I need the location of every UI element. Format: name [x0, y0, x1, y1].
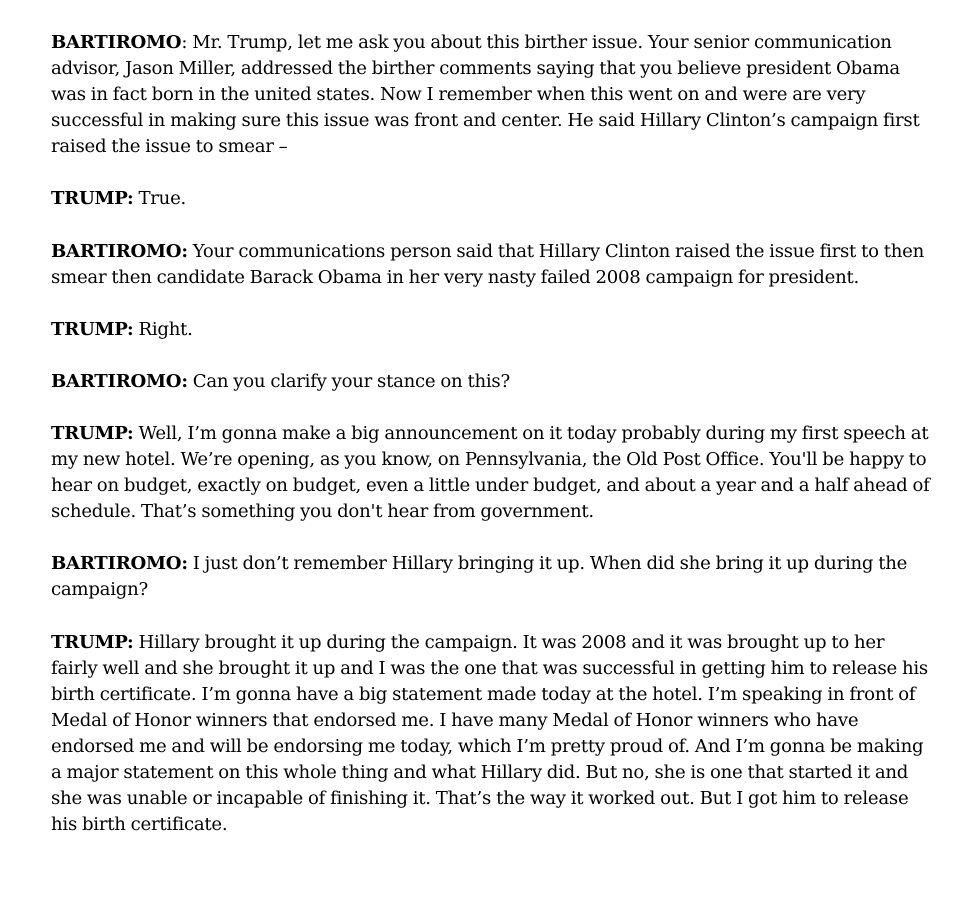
speaker-name: BARTIROMO:	[51, 370, 188, 392]
transcript-paragraph-bartiromo-1	[51, 30, 931, 160]
transcript-paragraph-bartiromo-4	[51, 551, 931, 603]
speaker-name: BARTIROMO:	[51, 553, 188, 575]
speaker-name: TRUMP:	[51, 422, 134, 444]
transcript-paragraph-trump-1	[51, 186, 931, 212]
transcript-document	[51, 30, 931, 864]
speech-text: Right.	[138, 318, 193, 340]
speaker-name: TRUMP:	[51, 188, 134, 210]
speaker-name: BARTIROMO	[51, 32, 182, 53]
transcript-paragraph-bartiromo-2	[51, 239, 931, 291]
speech-text: Can you clarify your stance on this?	[192, 370, 510, 392]
speech-text: Mr. Trump, let me ask you about this birther issue. Your senior communication advisor, Jason Miller, addressed the birther comments saying that you believe president Obama was in fact born in the united states. Now I remember when this went on and were are very successful in making sure this issue was front and center. He said Hillary Clinton’s campaign first raised the issue to smear –	[51, 32, 920, 158]
speech-text: True.	[138, 188, 187, 210]
speech-text: Hillary brought it up during the campaign. It was 2008 and it was brought up to her fairly well and she brought it up and I was the one that was successful in getting him to release his birth certificate. I’m gonna have a big statement made today at the hotel. I’m speaking in front of Medal of Honor winners that endorsed me. I have many Medal of Honor winners who have endorsed me and will be endorsing me today, which I’m pretty proud of. And I’m gonna be making a major statement on this whole thing and what Hillary did. But no, she is one that started it and she was unable or incapable of finishing it. That’s the way it worked out. But I got him to release his birth certificate.	[51, 631, 928, 836]
transcript-paragraph-trump-4	[51, 630, 931, 839]
speech-text: Your communications person said that Hillary Clinton raised the issue first to then smear then candidate Barack Obama in her very nasty failed 2008 campaign for president.	[51, 240, 925, 288]
speech-text: Well, I’m gonna make a big announcement on it today probably during my first speech at my new hotel. We’re opening, as you know, on Pennsylvania, the Old Post Office. You'll be happy to hear on budget, exactly on budget, even a little under budget, and about a year and a half ahead of schedule. That’s something you don't hear from government.	[51, 422, 930, 523]
transcript-paragraph-trump-2	[51, 317, 931, 343]
speaker-separator: :	[181, 32, 193, 53]
speech-text: I just don’t remember Hillary bringing it up. When did she bring it up during the campaign?	[51, 553, 908, 601]
speaker-name: TRUMP:	[51, 318, 134, 340]
transcript-paragraph-bartiromo-3	[51, 369, 931, 395]
speaker-name: BARTIROMO:	[51, 240, 188, 262]
speaker-name: TRUMP:	[51, 631, 134, 653]
transcript-paragraph-trump-3	[51, 421, 931, 525]
